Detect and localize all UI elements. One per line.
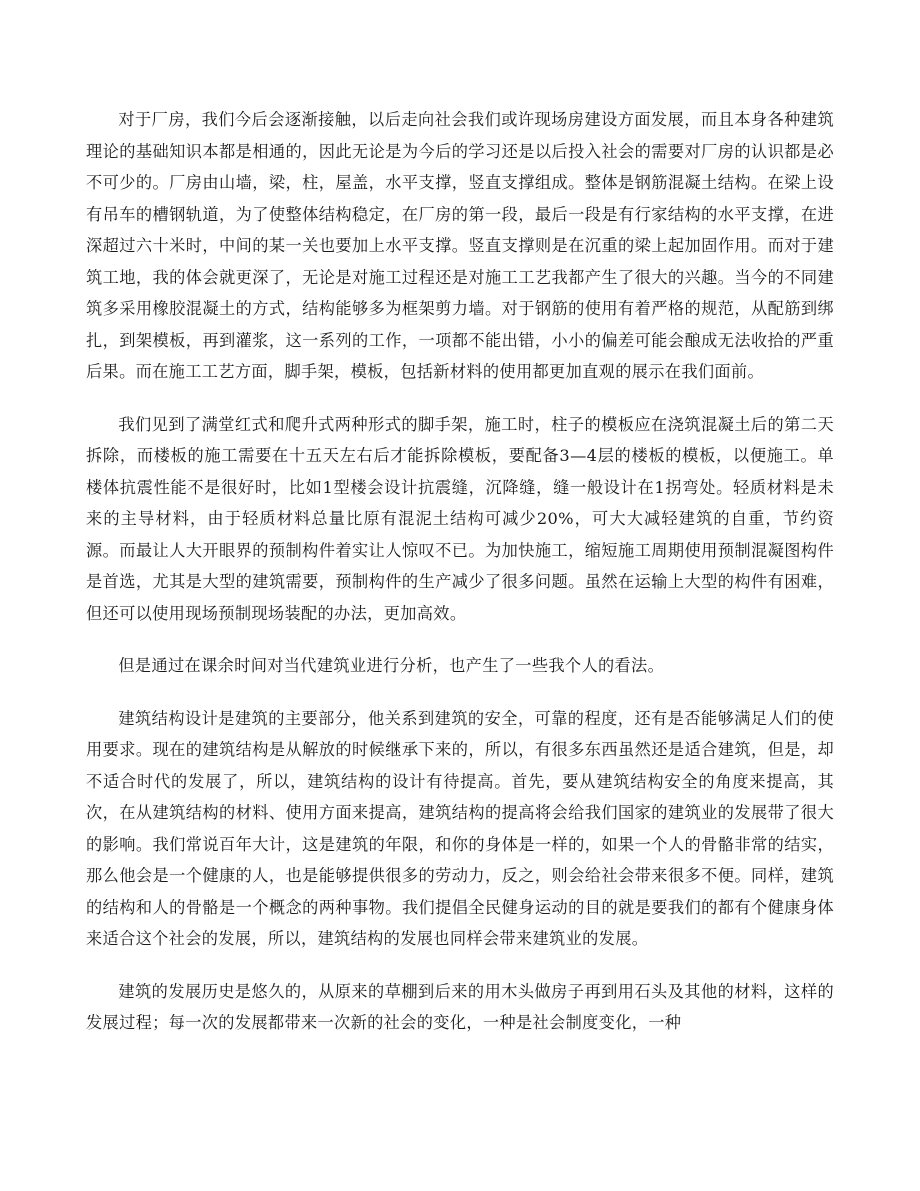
document-body bbox=[86, 104, 834, 1039]
paragraph-structural-design: 建筑结构设计是建筑的主要部分，他关系到建筑的安全，可靠的程度，还有是否能够满足人们的使用要求。现在的建筑结构是从解放的时候继承下来的，所以，有很多东西虽然还是适合建筑，但是，却不适合时代的发展了，所以，建筑结构的设计有待提高。首先，要从建筑结构安全的角度来提高，其次，在从建筑结构的材料、使用方面来提高，建筑结构的提高将会给我们国家的建筑业的发展带了很大的影响。我们常说百年大计，这是建筑的年限，和你的身体是一样的，如果一个人的骨骼非常的结实，那么他会是一个健康的人，也是能够提供很多的劳动力，反之，则会给社会带来很多不便。同样，建筑的结构和人的骨骼是一个概念的两种事物。我们提倡全民健身运动的目的就是要我们的都有个健康身体来适合这个社会的发展，所以，建筑结构的发展也同样会带来建筑业的发展。 bbox=[86, 708, 834, 948]
paragraph-history: 建筑的发展历史是悠久的，从原来的草棚到后来的用木头做房子再到用石头及其他的材料，这样的发展过程；每一次的发展都带来一次新的社会的变化，一种是社会制度变化，一种 bbox=[86, 981, 834, 1032]
paragraph-factory: 对于厂房，我们今后会逐渐接触，以后走向社会我们或许现场房建设方面发展，而且本身各种建筑理论的基础知识本都是相通的，因此无论是为今后的学习还是以后投入社会的需要对厂房的认识都是必不可少的。厂房由山墙，梁，柱，屋盖，水平支撑，竖直支撑组成。整体是钢筋混凝土结构。在梁上设有吊车的槽钢轨道，为了使整体结构稳定，在厂房的第一段，最后一段是有行家结构的水平支撑，在进深超过六十米时，中间的某一关也要加上水平支撑。竖直支撑则是在沉重的梁上起加固作用。而对于建筑工地，我的体会就更深了，无论是对施工过程还是对施工工艺我都产生了很大的兴趣。当今的不同建筑多采用橡胶混凝土的方式，结构能够多为框架剪力墙。对于钢筋的使用有着严格的规范，从配筋到绑扎，到架模板，再到灌浆，这一系列的工作，一项都不能出错，小小的偏差可能会酿成无法收拾的严重后果。而在施工工艺方面，脚手架，模板，包括新材料的使用都更加直观的展示在我们面前。 bbox=[86, 110, 834, 381]
paragraph-personal-view: 但是通过在课余时间对当代建筑业进行分析，也产生了一些我个人的看法。 bbox=[118, 656, 665, 675]
paragraph-scaffolding: 我们见到了满堂红式和爬升式两种形式的脚手架，施工时，柱子的模板应在浇筑混凝土后的第二天拆除，而楼板的施工需要在十五天左右后才能拆除模板，要配备3—4层的楼板的模板，以便施工。单楼体抗震性能不是很好时，比如1型楼会设计抗震缝，沉降缝，缝一般设计在1拐弯处。轻质材料是未来的主导材料，由于轻质材料总量比原有混泥土结构可减少20%，可大大减轻建筑的自重，节约资源。而最让人大开眼界的预制构件着实让人惊叹不已。为加快施工，缩短施工周期使用预制混凝图构件是首选，尤其是大型的建筑需要，预制构件的生产减少了很多问题。虽然在运输上大型的构件有困难，但还可以使用现场预制现场装配的办法，更加高效。 bbox=[86, 414, 834, 623]
